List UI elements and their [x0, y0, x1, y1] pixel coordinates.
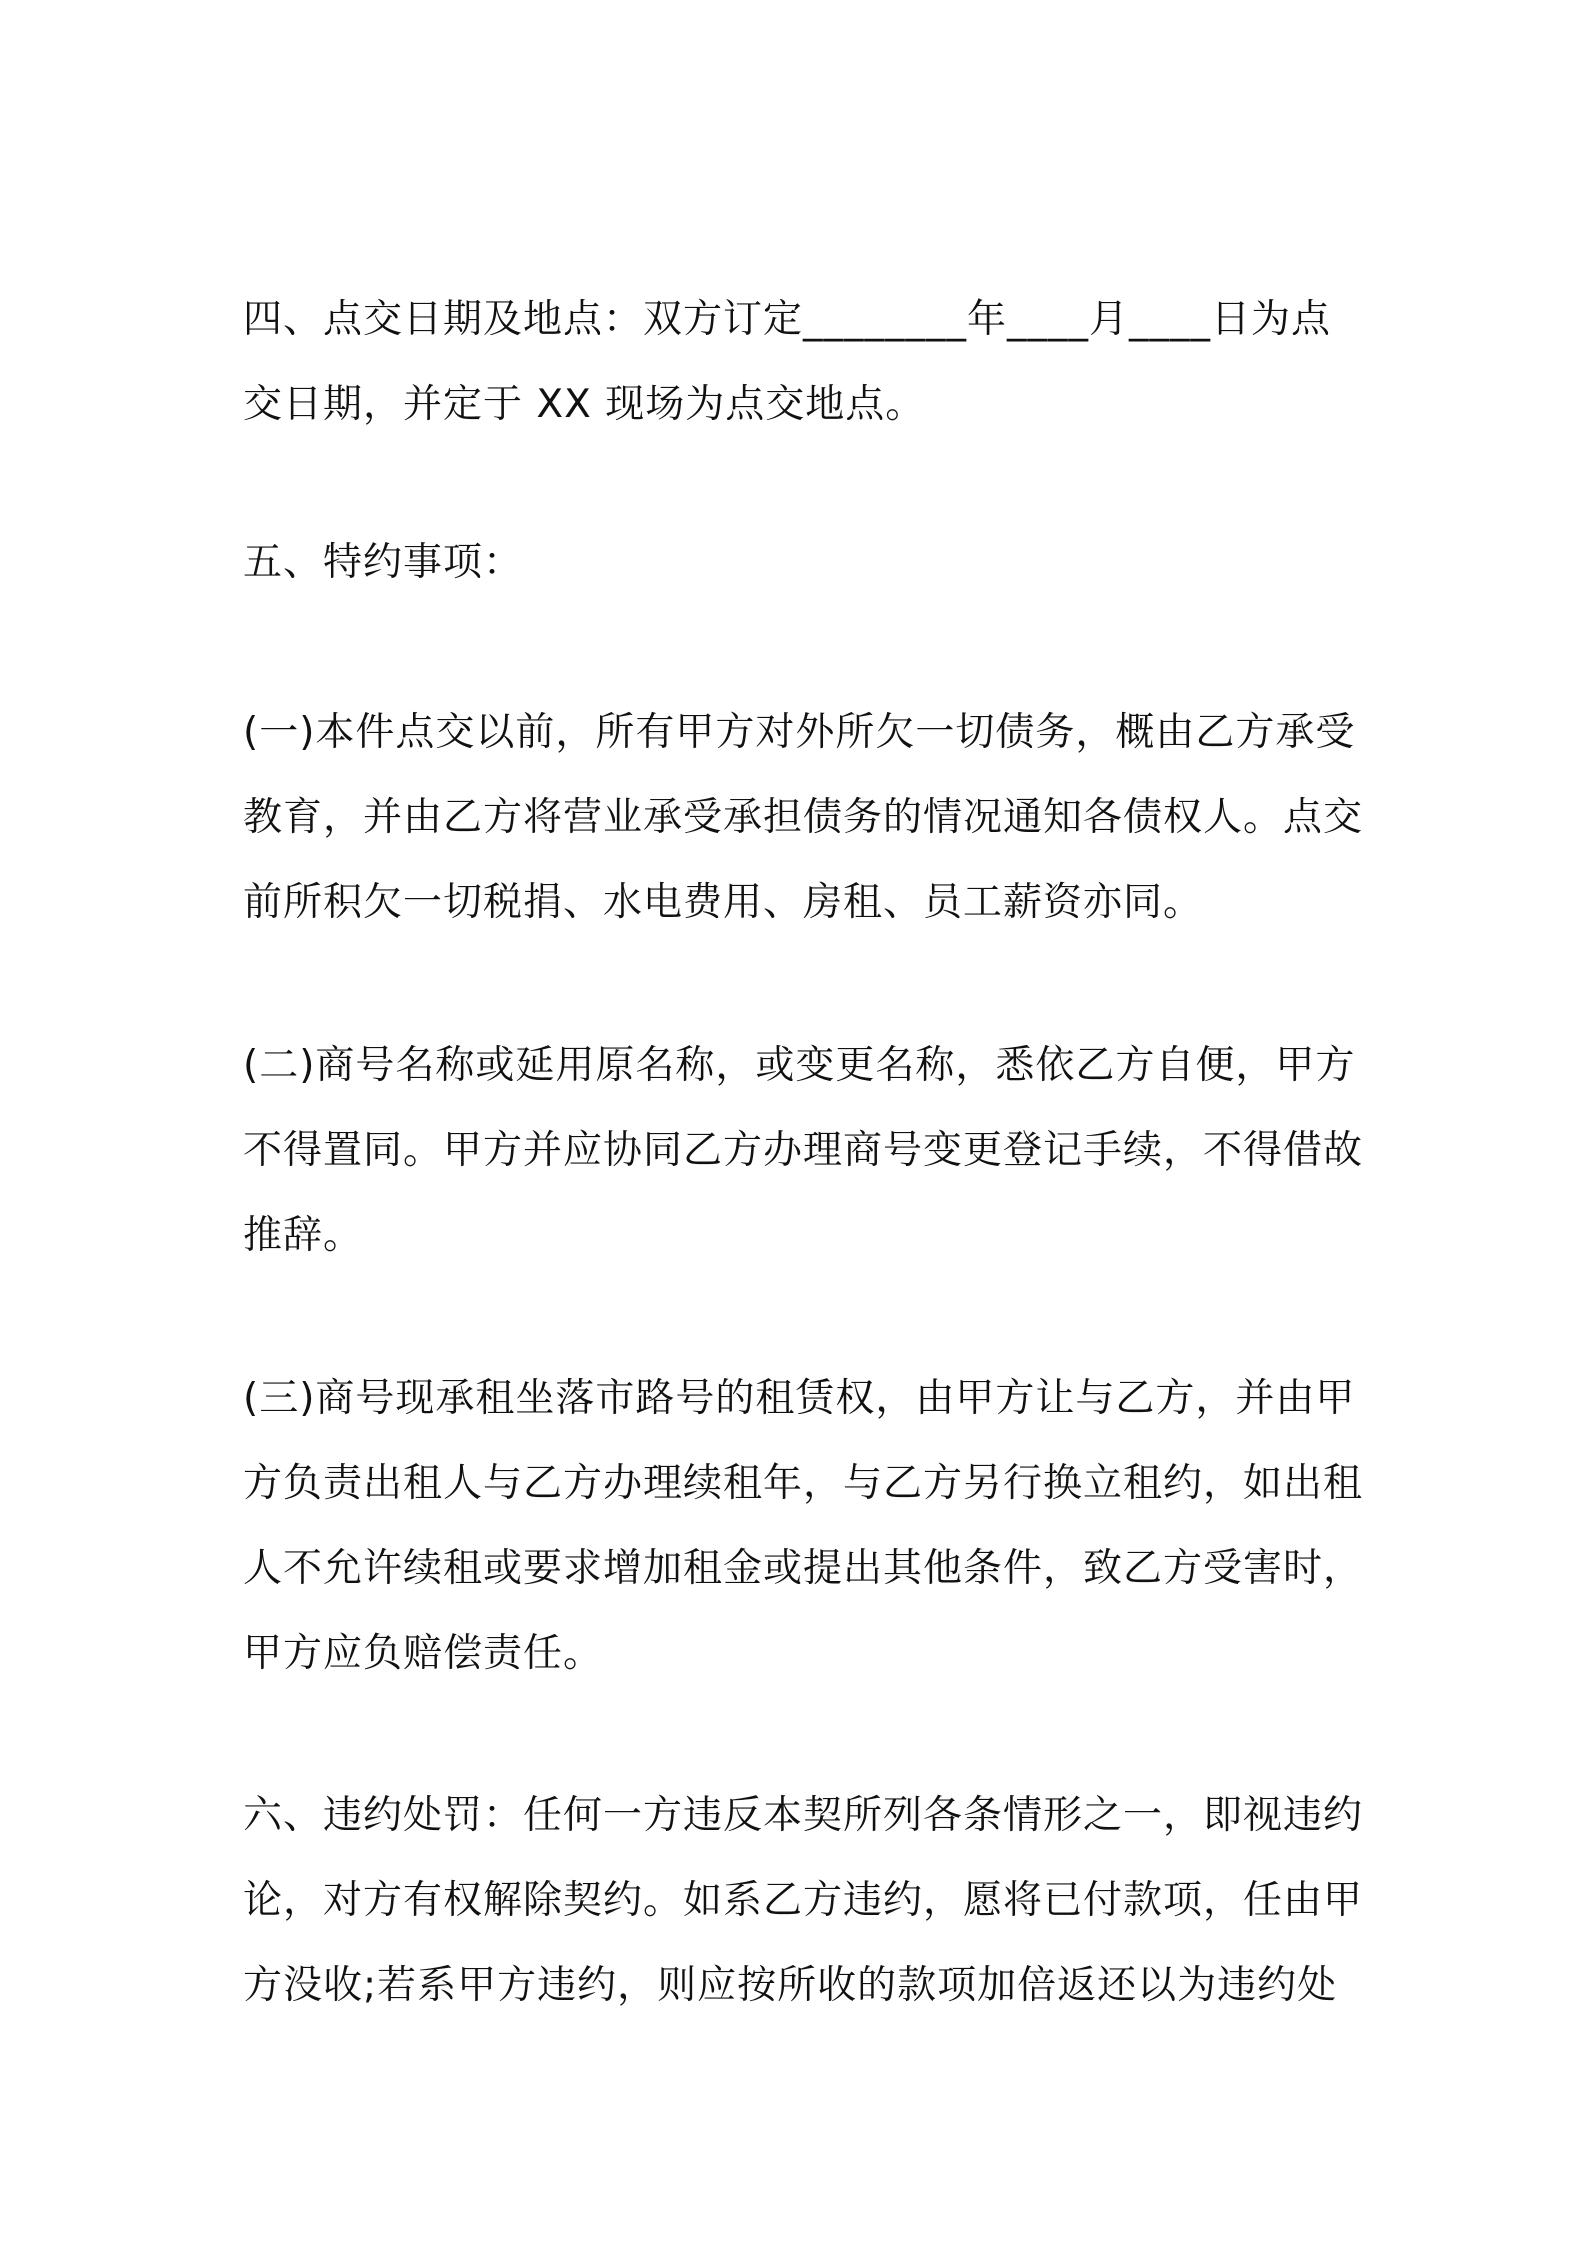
section-4-paragraph	[243, 277, 1353, 447]
text-line: 方负责出租人与乙方办理续租年，与乙方另行换立租约，如出租	[243, 1461, 1364, 1506]
item-3-paragraph	[243, 1356, 1364, 1696]
text-line: 不得置同。甲方并应协同乙方办理商号变更登记手续，不得借故	[243, 1128, 1364, 1173]
text-line: 推辞。	[243, 1213, 364, 1258]
text-line: 甲方应负赔偿责任。	[243, 1631, 604, 1676]
text-line: 交日期，并定于 XX 现场为点交地点。	[243, 382, 926, 427]
text-line: 方没收;若系甲方违约，则应按所收的款项加倍返还以为违约处	[243, 1963, 1338, 2008]
text-line: 五、特约事项：	[243, 540, 524, 585]
section-5-heading	[243, 520, 1353, 605]
text-line: (二)商号名称或延用原名称，或变更名称，悉依乙方自便，甲方	[243, 1043, 1356, 1088]
section-6-paragraph	[243, 1773, 1364, 2028]
text-line: 人不允许续租或要求增加租金或提出其他条件，致乙方受害时，	[243, 1546, 1364, 1591]
text-line: (三)商号现承租坐落市路号的租赁权，由甲方让与乙方，并由甲	[243, 1376, 1356, 1421]
text-line: 前所积欠一切税捐、水电费用、房租、员工薪资亦同。	[243, 880, 1204, 925]
text-line: 六、违约处罚：任何一方违反本契所列各条情形之一，即视违约	[243, 1793, 1364, 1838]
item-2-paragraph	[243, 1023, 1364, 1278]
text-line: 教育，并由乙方将营业承受承担债务的情况通知各债权人。点交	[243, 795, 1364, 840]
text-line: 四、点交日期及地点：双方订定________年____月____日为点	[243, 297, 1332, 342]
text-line: 论，对方有权解除契约。如系乙方违约，愿将已付款项，任由甲	[243, 1878, 1364, 1923]
item-1-paragraph	[243, 690, 1364, 945]
text-line: (一)本件点交以前，所有甲方对外所欠一切债务，概由乙方承受	[243, 710, 1356, 755]
